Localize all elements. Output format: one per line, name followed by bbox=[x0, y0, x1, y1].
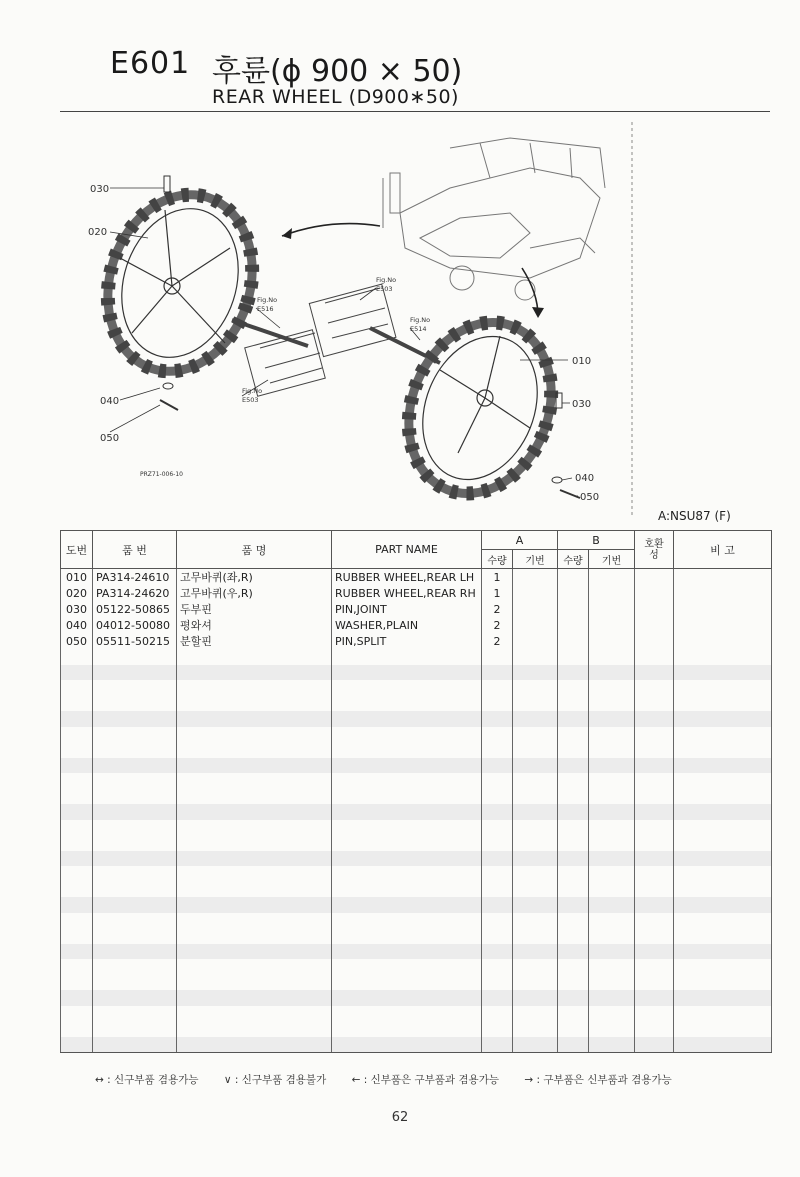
table-row-empty bbox=[61, 975, 772, 991]
cell-name-kor: 분할핀 bbox=[177, 633, 332, 649]
table-row-empty bbox=[61, 711, 772, 727]
legend-item: ∨ : 신구부품 겸용불가 bbox=[223, 1074, 327, 1086]
table-row-empty bbox=[61, 804, 772, 820]
fig-ref-4: Fig.No bbox=[242, 387, 263, 395]
header-rule bbox=[60, 111, 770, 112]
fig-ref-3: Fig.No bbox=[410, 316, 431, 324]
cell-part-no: PA314-24620 bbox=[93, 585, 177, 601]
col-part-name: PART NAME bbox=[332, 531, 482, 569]
rear-wheel-right bbox=[384, 301, 576, 515]
table-row bbox=[61, 633, 772, 649]
col-qty-a: 수량 bbox=[482, 550, 513, 569]
arrow-left-icon bbox=[282, 224, 380, 236]
table-row bbox=[61, 617, 772, 633]
callout-020: 020 bbox=[88, 227, 108, 238]
callout-040-left: 040 bbox=[100, 396, 120, 407]
fig-ref-2: Fig.No bbox=[376, 276, 397, 284]
table-row-empty bbox=[61, 882, 772, 898]
page-number: 62 bbox=[391, 1110, 409, 1125]
cell-part-no: 04012-50080 bbox=[93, 617, 177, 633]
cell-qty-a: 1 bbox=[482, 569, 513, 586]
table-row-empty bbox=[61, 1006, 772, 1022]
page-title-english: REAR WHEEL (D900∗50) bbox=[212, 86, 459, 108]
callout-050-left: 050 bbox=[100, 433, 120, 444]
table-row-empty bbox=[61, 727, 772, 743]
interchangeability-legend bbox=[95, 1072, 694, 1087]
cell-qty-a: 1 bbox=[482, 585, 513, 601]
page-code: E601 bbox=[110, 46, 191, 81]
drawing-number: PRZ71-006-10 bbox=[140, 471, 183, 478]
col-name-kor: 품 명 bbox=[177, 531, 332, 569]
table-row-empty bbox=[61, 649, 772, 665]
table-row-empty bbox=[61, 773, 772, 789]
callout-050-right: 050 bbox=[580, 492, 600, 503]
table-row-empty bbox=[61, 835, 772, 851]
table-row-empty bbox=[61, 1021, 772, 1037]
cell-no: 050 bbox=[61, 633, 93, 649]
exploded-parts-diagram bbox=[60, 118, 770, 528]
cell-part-no: 05511-50215 bbox=[93, 633, 177, 649]
col-part-no: 품 번 bbox=[93, 531, 177, 569]
table-row-empty bbox=[61, 897, 772, 913]
cell-name-kor: 고무바퀴(좌,R) bbox=[177, 569, 332, 586]
cell-part-no: 05122-50865 bbox=[93, 601, 177, 617]
parts-table bbox=[60, 530, 772, 1053]
col-group-b: B bbox=[558, 531, 635, 550]
callout-040-right: 040 bbox=[575, 473, 595, 484]
cell-name-kor: 고무바퀴(우,R) bbox=[177, 585, 332, 601]
col-remark: 비 고 bbox=[674, 531, 772, 569]
cell-no: 040 bbox=[61, 617, 93, 633]
table-row-empty bbox=[61, 944, 772, 960]
fig-ref-4-code: E503 bbox=[242, 396, 259, 404]
rear-wheel-left bbox=[86, 176, 278, 390]
table-row bbox=[61, 569, 772, 586]
table-row-empty bbox=[61, 913, 772, 929]
table-row-empty bbox=[61, 696, 772, 712]
callout-030-left: 030 bbox=[90, 184, 110, 195]
cell-part-name: RUBBER WHEEL,REAR RH bbox=[332, 585, 482, 601]
cell-qty-a: 2 bbox=[482, 633, 513, 649]
legend-item: ← : 신부품은 구부품과 겸용가능 bbox=[351, 1074, 499, 1086]
table-row-empty bbox=[61, 742, 772, 758]
table-row bbox=[61, 601, 772, 617]
table-row-empty bbox=[61, 665, 772, 681]
model-code: A:NSU87 (F) bbox=[658, 509, 731, 523]
callout-010: 010 bbox=[572, 356, 592, 367]
table-row-empty bbox=[61, 928, 772, 944]
cell-no: 010 bbox=[61, 569, 93, 586]
callout-030-right: 030 bbox=[572, 399, 592, 410]
cell-qty-a: 2 bbox=[482, 617, 513, 633]
cell-no: 020 bbox=[61, 585, 93, 601]
col-interchange: 호환성 bbox=[635, 531, 674, 569]
page-title-korean: 후륜(ϕ 900 × 50) bbox=[212, 54, 463, 89]
col-base-b: 기번 bbox=[589, 550, 635, 569]
fig-ref-2-code: E503 bbox=[376, 285, 393, 293]
cell-name-kor: 두부핀 bbox=[177, 601, 332, 617]
col-group-a: A bbox=[482, 531, 558, 550]
cell-qty-a: 2 bbox=[482, 601, 513, 617]
table-row-empty bbox=[61, 959, 772, 975]
fig-ref-1-code: E516 bbox=[257, 305, 274, 313]
table-row-empty bbox=[61, 820, 772, 836]
cell-name-kor: 평와셔 bbox=[177, 617, 332, 633]
cell-part-name: WASHER,PLAIN bbox=[332, 617, 482, 633]
legend-item: ↔ : 신구부품 겸용가능 bbox=[95, 1074, 199, 1086]
table-row-empty bbox=[61, 789, 772, 805]
table-row-empty bbox=[61, 866, 772, 882]
cell-part-name: PIN,SPLIT bbox=[332, 633, 482, 649]
table-row-empty bbox=[61, 990, 772, 1006]
fig-ref-1: Fig.No bbox=[257, 296, 278, 304]
table-row-empty bbox=[61, 1037, 772, 1053]
col-base-a: 기번 bbox=[513, 550, 558, 569]
fig-ref-3-code: E514 bbox=[410, 325, 427, 333]
cell-part-name: RUBBER WHEEL,REAR LH bbox=[332, 569, 482, 586]
cell-no: 030 bbox=[61, 601, 93, 617]
machine-sketch bbox=[383, 138, 605, 300]
col-no: 도번 bbox=[61, 531, 93, 569]
col-qty-b: 수량 bbox=[558, 550, 589, 569]
table-row bbox=[61, 585, 772, 601]
table-row-empty bbox=[61, 680, 772, 696]
table-row-empty bbox=[61, 758, 772, 774]
cell-part-no: PA314-24610 bbox=[93, 569, 177, 586]
table-row-empty bbox=[61, 851, 772, 867]
cell-part-name: PIN,JOINT bbox=[332, 601, 482, 617]
legend-item: → : 구부품은 신부품과 겸용가능 bbox=[524, 1074, 672, 1086]
